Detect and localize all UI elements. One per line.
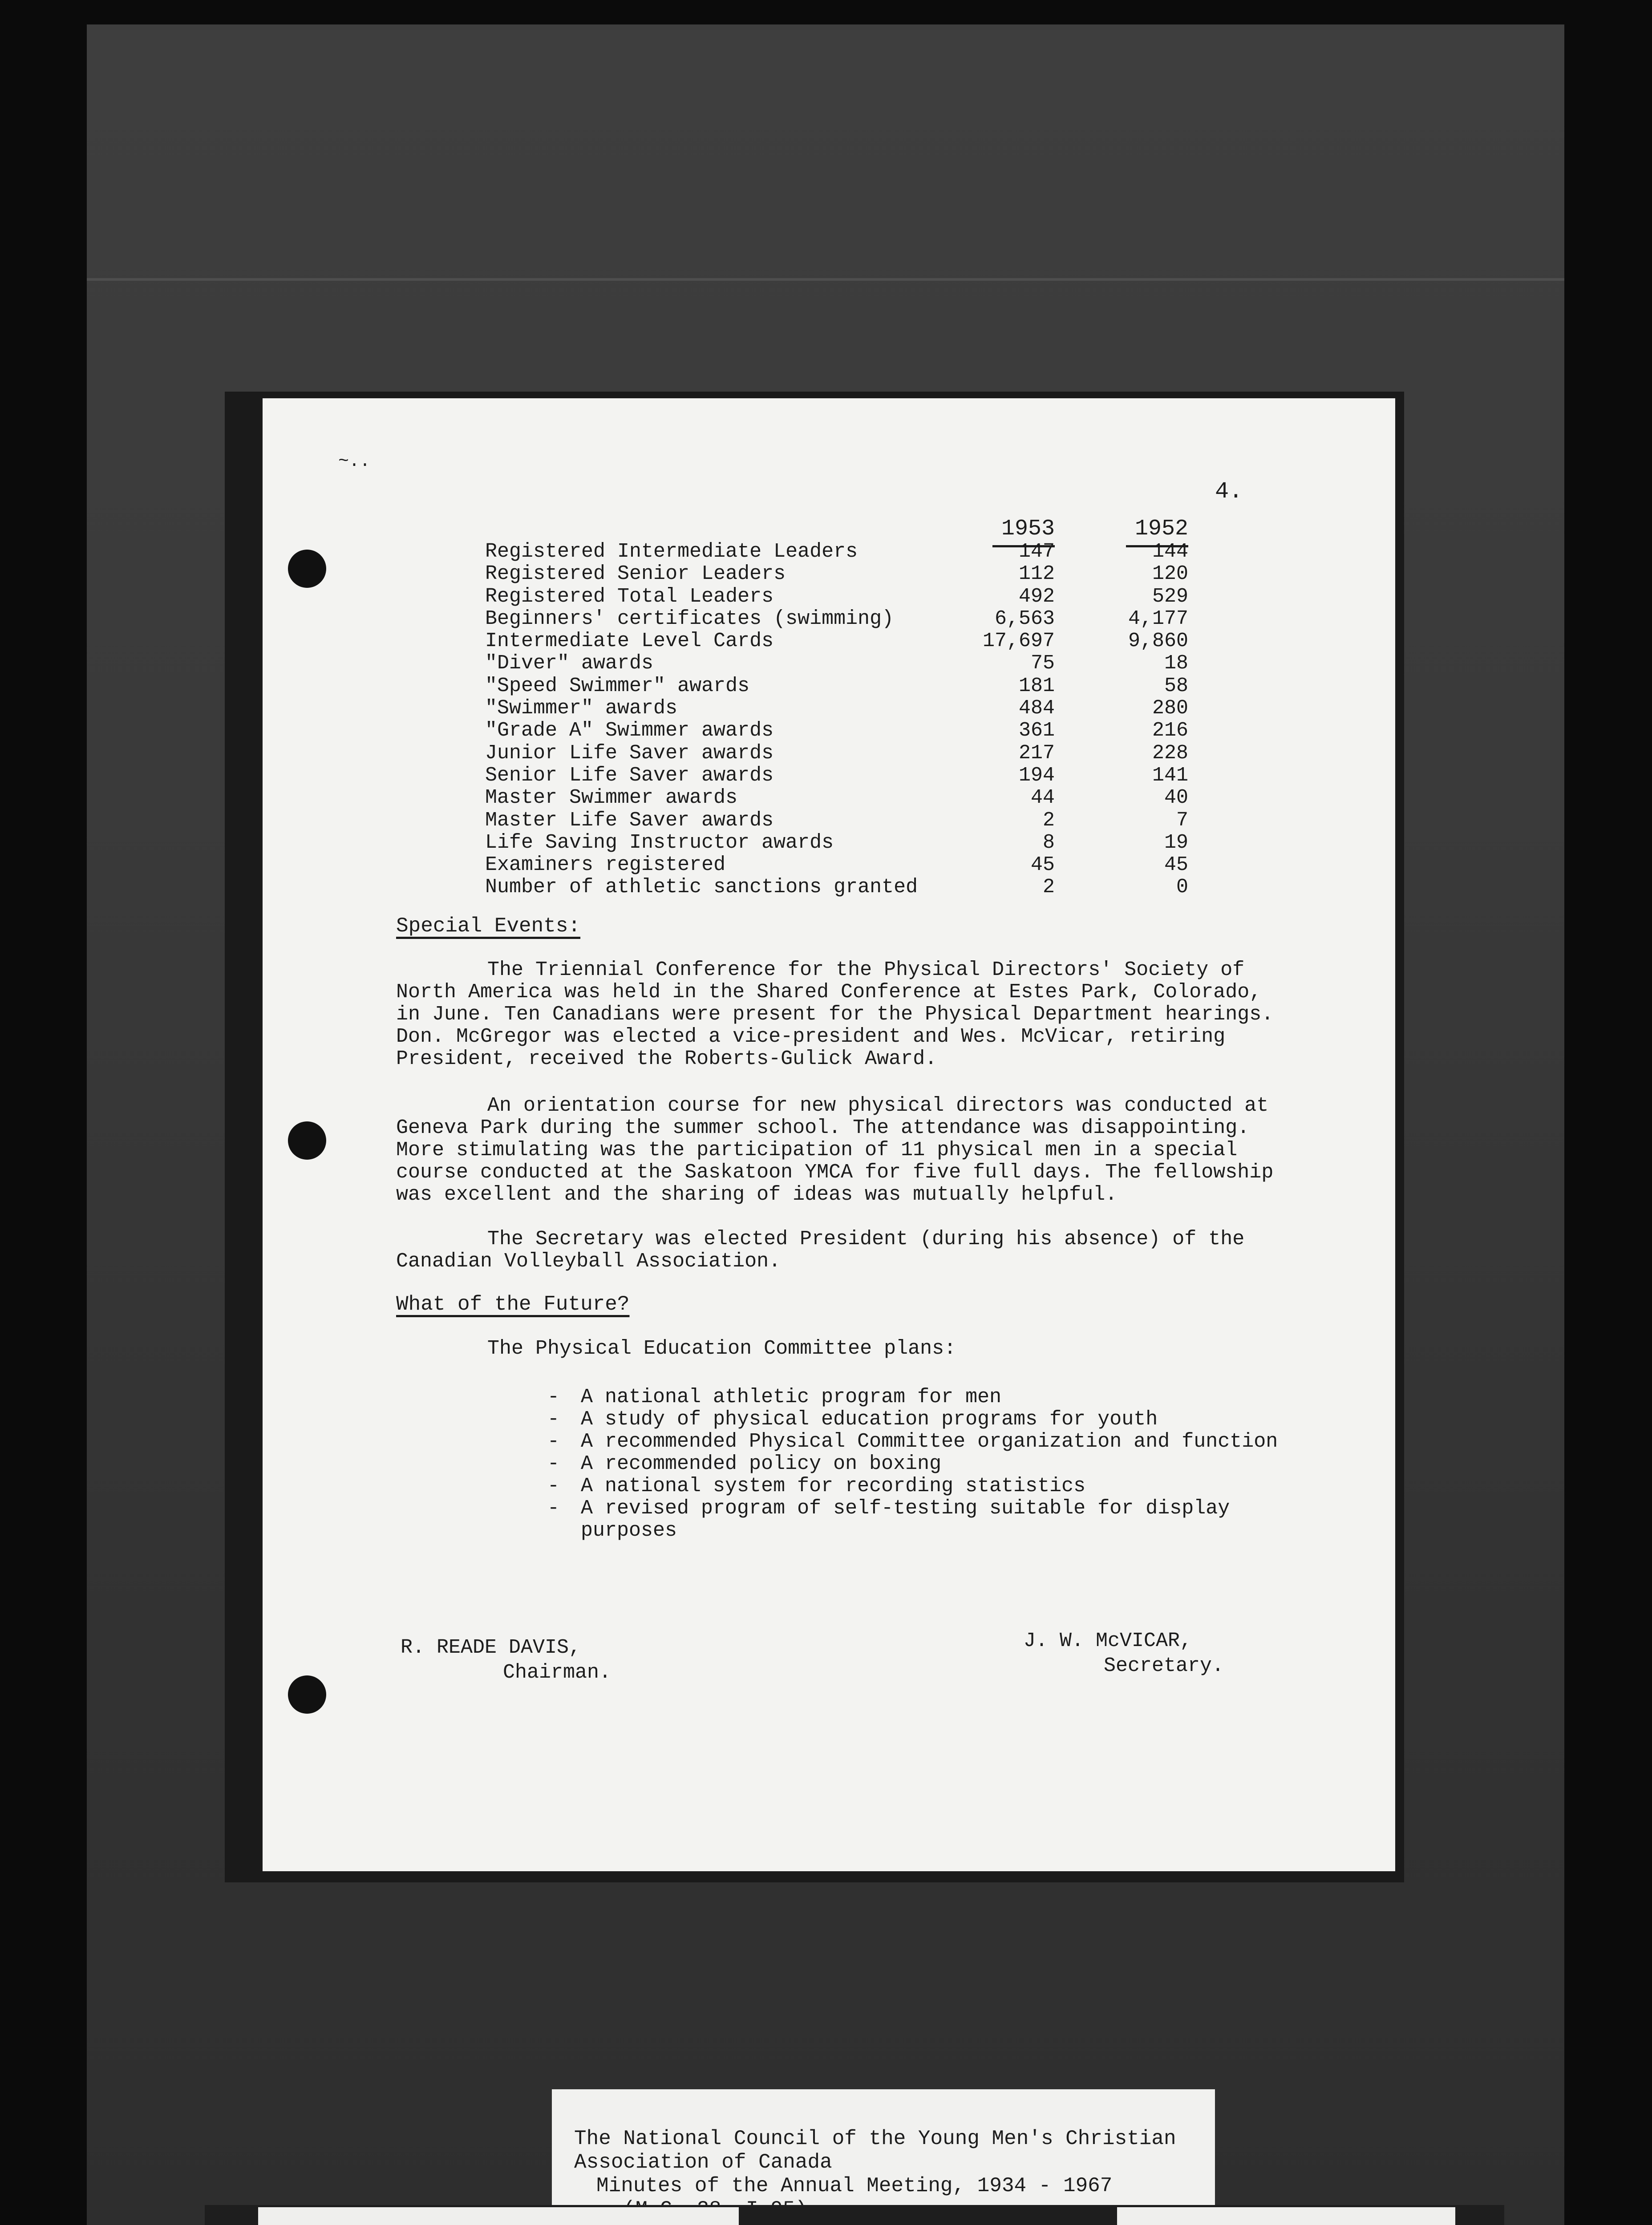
stat-label: "Speed Swimmer" awards [485,674,750,697]
stat-row [485,742,1251,765]
stat-value-1953: 194 [1018,764,1055,787]
chairman-name: R. READE DAVIS, [401,1636,581,1659]
stat-row [485,630,1251,652]
stat-label: "Swimmer" awards [485,697,678,720]
stat-value-1953: 44 [1030,786,1055,809]
future-plans-list [547,1386,1304,1542]
plan-text: A national system for recording statistics [581,1475,1086,1497]
stat-row [485,563,1251,585]
stat-value-1952: 529 [1152,585,1188,608]
stat-value-1952: 0 [1176,876,1188,899]
future-heading: What of the Future? [396,1293,630,1316]
punch-hole-bottom [288,1675,326,1714]
stat-value-1952: 228 [1152,741,1188,765]
plan-item [547,1453,1304,1475]
plan-item [547,1408,1304,1431]
stat-label: "Grade A" Swimmer awards [485,719,774,742]
stat-label: "Diver" awards [485,652,654,675]
stat-value-1953: 6,563 [994,607,1055,630]
ref-line-2: Association of Canada [574,2151,832,2174]
special-events-paragraph-1: The Triennial Conference for the Physical Directors' Society of North America was held in the Shared Conference at Estes Park, Colorado, in June. Ten Canadians were present for the Physical Department hearings. Don. McGregor was elected a vice-president and Wes. McVicar, retiring President, received the Roberts-Gulick Award. [396,959,1274,1070]
stat-label: Beginners' certificates (swimming) [485,607,894,630]
plan-item [547,1497,1304,1542]
statistics-table [485,541,1251,899]
document-page [263,398,1395,1871]
plan-bullet: - [547,1408,560,1431]
stat-row [485,652,1251,675]
stat-value-1952: 45 [1164,854,1188,877]
signature-secretary [1024,1629,1224,1679]
stat-row [485,720,1251,742]
stat-label: Life Saving Instructor awards [485,831,834,854]
stat-row [485,675,1251,697]
stat-row [485,697,1251,720]
special-events-paragraph-3: The Secretary was elected President (during his absence) of the Canadian Volleyball Association. [396,1228,1245,1273]
stat-value-1952: 58 [1164,674,1188,697]
column-header-1952-label: 1952 [1134,516,1188,542]
stat-value-1952: 141 [1152,764,1188,787]
stat-row [485,854,1251,876]
plan-bullet: - [547,1475,560,1497]
plan-bullet: - [547,1386,560,1408]
stat-value-1952: 4,177 [1128,607,1188,630]
board-seam [87,278,1564,281]
stat-value-1953: 217 [1018,741,1055,765]
stat-value-1953: 484 [1018,697,1055,720]
special-events-paragraph-2: An orientation course for new physical directors was conducted at Geneva Park during the summer school. The attendance was disappointing. More stimulating was the participation of 11 physical men in a special course conducted at the Saskatoon YMCA for five full days. The fellowship was excellent and the sharing of ideas was mutually helpful. [396,1094,1274,1206]
stat-value-1952: 18 [1164,652,1188,675]
chairman-title: Chairman. [503,1661,611,1684]
stat-value-1952: 120 [1152,562,1188,586]
stat-label: Master Life Saver awards [485,809,774,832]
secretary-name: J. W. McVICAR, [1024,1630,1192,1652]
plan-item [547,1475,1304,1497]
stat-value-1953: 45 [1030,854,1055,877]
stat-value-1953: 147 [1018,540,1055,563]
stat-row [485,765,1251,787]
stat-label: Registered Total Leaders [485,585,774,608]
stat-value-1952: 216 [1152,719,1188,742]
stat-row [485,608,1251,630]
plan-bullet: - [547,1430,560,1453]
stat-value-1952: 144 [1152,540,1188,563]
stat-label: Examiners registered [485,854,726,877]
stat-row [485,787,1251,809]
stat-value-1953: 8 [1042,831,1055,854]
plan-text: A study of physical education programs for youth [581,1408,1158,1431]
stat-label: Senior Life Saver awards [485,764,774,787]
stat-value-1953: 492 [1018,585,1055,608]
stat-label: Junior Life Saver awards [485,741,774,765]
secretary-title: Secretary. [1104,1655,1224,1677]
stat-value-1952: 40 [1164,786,1188,809]
stat-value-1952: 7 [1176,809,1188,832]
plan-text: A national athletic program for men [581,1386,1002,1408]
stat-value-1953: 17,697 [982,630,1055,653]
signature-chairman [401,1635,611,1685]
plan-text: A revised program of self-testing suitable for display purposes [581,1497,1230,1542]
column-header-1953-label: 1953 [1001,516,1055,542]
stat-value-1953: 2 [1042,876,1055,899]
punch-hole-top [288,550,326,588]
stat-label: Intermediate Level Cards [485,630,774,653]
punch-hole-middle [288,1121,326,1160]
ref-line-1: The National Council of the Young Men's Christian [574,2127,1176,2150]
stat-row [485,809,1251,832]
stat-value-1953: 361 [1018,719,1055,742]
ref-line-3: Minutes of the Annual Meeting, 1934 - 1967 [596,2174,1113,2197]
plan-bullet: - [547,1497,560,1520]
stat-row [485,541,1251,563]
stat-row [485,586,1251,608]
corner-mark: ~.. [338,452,371,472]
stat-value-1952: 280 [1152,697,1188,720]
stat-label: Registered Senior Leaders [485,562,786,586]
page-number: 4. [1215,478,1243,505]
plan-item [547,1386,1304,1408]
stat-label: Number of athletic sanctions granted [485,876,918,899]
plan-text: A recommended Physical Committee organization and function [581,1430,1278,1453]
plan-text: A recommended policy on boxing [581,1452,942,1475]
stat-label: Master Swimmer awards [485,786,738,809]
stat-row [485,832,1251,854]
future-intro: The Physical Education Committee plans: [487,1337,956,1360]
special-events-heading: Special Events: [396,914,581,938]
stat-label: Registered Intermediate Leaders [485,540,858,563]
stat-value-1953: 2 [1042,809,1055,832]
stat-row [485,876,1251,898]
plan-bullet: - [547,1452,560,1475]
stat-value-1953: 112 [1018,562,1055,586]
stat-value-1953: 75 [1030,652,1055,675]
stat-value-1953: 181 [1018,674,1055,697]
plan-item [547,1431,1304,1453]
stat-value-1952: 19 [1164,831,1188,854]
stat-value-1952: 9,860 [1128,630,1188,653]
